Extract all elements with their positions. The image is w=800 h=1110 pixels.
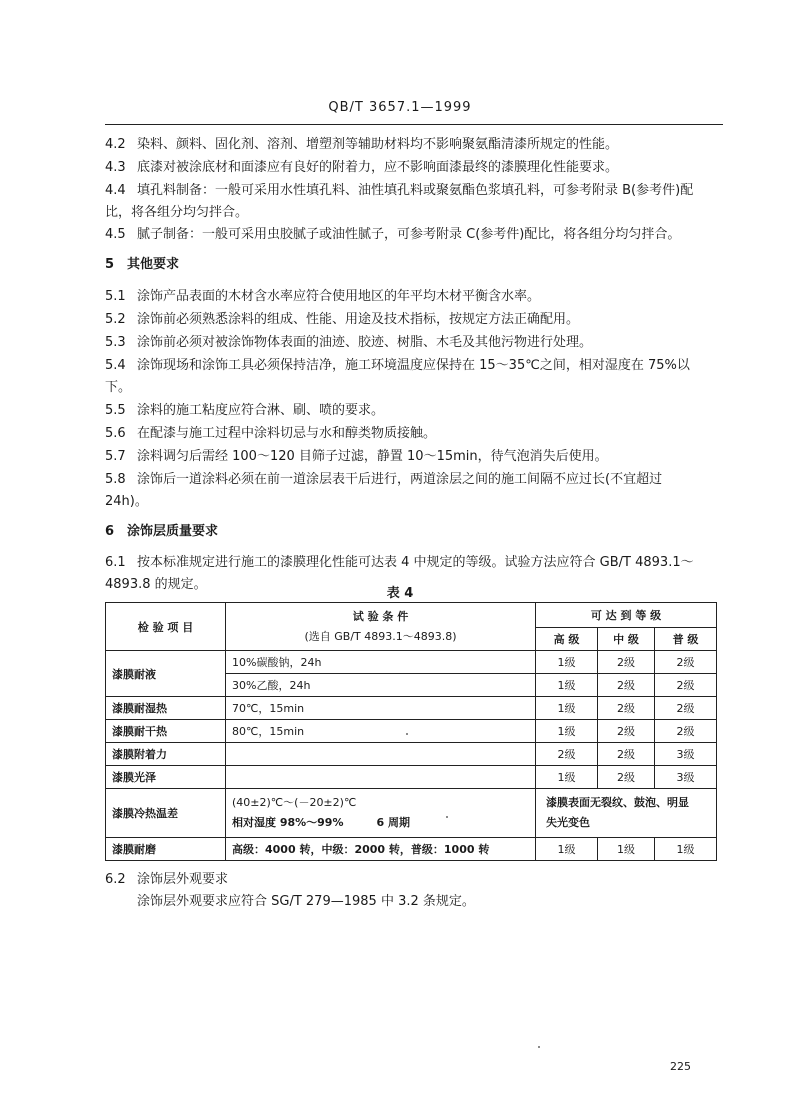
clause-number: 4.2 bbox=[105, 137, 126, 152]
row-item: 漆膜耐湿热 bbox=[106, 697, 226, 720]
clause-text: 比，将各组分均匀拌合。 bbox=[105, 205, 249, 220]
clause-number: 5.8 bbox=[105, 472, 126, 487]
clause-4-4-cont bbox=[105, 204, 248, 222]
section-title: 其他要求 bbox=[127, 257, 180, 272]
grade-normal: 普 级 bbox=[655, 628, 717, 651]
row-grade-merged-line1: 漆膜表面无裂纹、鼓泡、明显 bbox=[546, 796, 689, 809]
clause-text: 涂饰层外观要求 bbox=[137, 872, 229, 887]
clause-text: 在配漆与施工过程中涂料切忌与水和醇类物质接触。 bbox=[137, 426, 437, 441]
row-grade-merged bbox=[536, 789, 717, 838]
header-condition bbox=[226, 603, 536, 651]
row-grade-normal: 3级 bbox=[655, 743, 717, 766]
row-grade-normal: 2级 bbox=[655, 697, 717, 720]
clause-5-4-cont bbox=[105, 379, 131, 397]
table-row bbox=[106, 743, 717, 766]
clause-text: 下。 bbox=[105, 380, 132, 395]
row-condition bbox=[226, 766, 536, 789]
row-grade-normal: 1级 bbox=[655, 838, 717, 861]
row-condition: 70℃，15min bbox=[226, 697, 536, 720]
row-grade-high: 1级 bbox=[536, 651, 598, 674]
clause-5-6 bbox=[105, 425, 436, 443]
scan-speck bbox=[538, 1046, 540, 1048]
row-condition bbox=[226, 789, 536, 838]
clause-text: 染料、颜料、固化剂、溶剂、增塑剂等辅助材料均不影响聚氨酯清漆所规定的性能。 bbox=[137, 137, 619, 152]
clause-5-8-cont bbox=[105, 493, 148, 511]
header-grade: 可 达 到 等 级 bbox=[536, 603, 717, 628]
row-condition-line2: 相对湿度 98%～99% 6 周期 bbox=[232, 816, 410, 829]
row-condition bbox=[226, 743, 536, 766]
clause-4-2 bbox=[105, 136, 618, 154]
row-condition: 10%碳酸钠，24h bbox=[226, 651, 536, 674]
table-row bbox=[106, 789, 717, 838]
clause-text: 涂料调匀后需经 100～120 目筛子过滤，静置 10～15min，待气泡消失后使用。 bbox=[137, 449, 608, 464]
header-rule bbox=[105, 124, 723, 125]
row-grade-normal: 3级 bbox=[655, 766, 717, 789]
page-header: QB/T 3657.1—1999 bbox=[328, 100, 472, 115]
row-grade-mid: 2级 bbox=[598, 674, 655, 697]
table-row bbox=[106, 838, 717, 861]
row-grade-mid: 2级 bbox=[598, 651, 655, 674]
header-condition-sub: (选自 GB/T 4893.1～4893.8) bbox=[304, 629, 457, 643]
clause-text: 涂饰层外观要求应符合 SG/T 279—1985 中 3.2 条规定。 bbox=[137, 894, 475, 909]
clause-text: 24h)。 bbox=[105, 494, 148, 509]
clause-5-3 bbox=[105, 334, 592, 352]
row-grade-high: 1级 bbox=[536, 697, 598, 720]
clause-text: 涂饰现场和涂饰工具必须保持洁净，施工环境温度应保持在 15～35℃之间，相对湿度在 75%以 bbox=[137, 358, 690, 373]
section-number: 6 bbox=[105, 524, 115, 539]
clause-5-2 bbox=[105, 311, 579, 329]
table-caption: 表 4 bbox=[386, 586, 414, 601]
row-grade-high: 1级 bbox=[536, 838, 598, 861]
table-row bbox=[106, 720, 717, 743]
clause-number: 6.1 bbox=[105, 555, 126, 570]
row-condition: 高级：4000 转，中级：2000 转，普级：1000 转 bbox=[226, 838, 536, 861]
table-row bbox=[106, 766, 717, 789]
clause-text: 涂饰前必须对被涂饰物体表面的油迹、胶迹、树脂、木毛及其他污物进行处理。 bbox=[137, 335, 593, 350]
clause-6-2-body bbox=[137, 893, 475, 911]
clause-number: 6.2 bbox=[105, 872, 126, 887]
grade-high: 高 级 bbox=[536, 628, 598, 651]
row-grade-mid: 2级 bbox=[598, 766, 655, 789]
row-grade-mid: 2级 bbox=[598, 743, 655, 766]
row-item: 漆膜耐液 bbox=[106, 651, 226, 697]
row-condition: 30%乙酸，24h bbox=[226, 674, 536, 697]
clause-5-7 bbox=[105, 448, 608, 466]
clause-text: 涂饰后一道涂料必须在前一道涂层表干后进行，两道涂层之间的施工间隔不应过长(不宜超过 bbox=[137, 472, 663, 487]
clause-number: 5.5 bbox=[105, 403, 126, 418]
scan-speck bbox=[406, 733, 408, 735]
row-grade-normal: 2级 bbox=[655, 720, 717, 743]
clause-5-8 bbox=[105, 471, 662, 489]
section-6-heading bbox=[105, 523, 218, 541]
header-item: 检 验 项 目 bbox=[106, 603, 226, 651]
page-number: 225 bbox=[670, 1060, 691, 1073]
clause-number: 5.1 bbox=[105, 289, 126, 304]
clause-6-1 bbox=[105, 554, 694, 572]
clause-text: 涂料的施工粘度应符合淋、刷、喷的要求。 bbox=[137, 403, 385, 418]
clause-number: 5.2 bbox=[105, 312, 126, 327]
clause-text: 4893.8 的规定。 bbox=[105, 577, 207, 592]
row-grade-high: 2级 bbox=[536, 743, 598, 766]
clause-text: 涂饰产品表面的木材含水率应符合使用地区的年平均木材平衡含水率。 bbox=[137, 289, 541, 304]
clause-number: 4.4 bbox=[105, 183, 126, 198]
row-grade-high: 1级 bbox=[536, 720, 598, 743]
row-grade-mid: 2级 bbox=[598, 697, 655, 720]
clause-4-3 bbox=[105, 159, 618, 177]
row-condition: 80℃，15min bbox=[226, 720, 536, 743]
clause-6-2 bbox=[105, 871, 228, 889]
clause-text: 腻子制备：一般可采用虫胶腻子或油性腻子，可参考附录 C(参考件)配比，将各组分均匀拌合。 bbox=[137, 227, 681, 242]
row-grade-merged-line2: 失光变色 bbox=[546, 816, 590, 829]
clause-5-1 bbox=[105, 288, 540, 306]
table-row bbox=[106, 651, 717, 674]
clause-text: 填孔料制备：一般可采用水性填孔料、油性填孔料或聚氨酯色浆填孔料，可参考附录 B(参考件)配 bbox=[137, 183, 694, 198]
row-grade-high: 1级 bbox=[536, 674, 598, 697]
clause-number: 5.7 bbox=[105, 449, 126, 464]
clause-number: 5.3 bbox=[105, 335, 126, 350]
clause-5-5 bbox=[105, 402, 384, 420]
clause-4-4 bbox=[105, 182, 693, 200]
row-condition-line1: (40±2)℃～(－20±2)℃ bbox=[232, 796, 357, 809]
row-item: 漆膜附着力 bbox=[106, 743, 226, 766]
row-grade-mid: 2级 bbox=[598, 720, 655, 743]
section-5-heading bbox=[105, 256, 179, 274]
clause-text: 按本标准规定进行施工的漆膜理化性能可达表 4 中规定的等级。试验方法应符合 GB/T 4893.1～ bbox=[137, 555, 694, 570]
row-grade-mid: 1级 bbox=[598, 838, 655, 861]
clause-number: 5.4 bbox=[105, 358, 126, 373]
clause-number: 5.6 bbox=[105, 426, 126, 441]
grade-mid: 中 级 bbox=[598, 628, 655, 651]
section-title: 涂饰层质量要求 bbox=[127, 524, 219, 539]
clause-5-4 bbox=[105, 357, 690, 375]
clause-text: 涂饰前必须熟悉涂料的组成、性能、用途及技术指标，按规定方法正确配用。 bbox=[137, 312, 580, 327]
row-grade-normal: 2级 bbox=[655, 674, 717, 697]
row-item: 漆膜冷热温差 bbox=[106, 789, 226, 838]
header-condition-title: 试 验 条 件 bbox=[352, 609, 409, 623]
clause-text: 底漆对被涂底材和面漆应有良好的附着力，应不影响面漆最终的漆膜理化性能要求。 bbox=[137, 160, 619, 175]
row-item: 漆膜光泽 bbox=[106, 766, 226, 789]
table-row bbox=[106, 697, 717, 720]
row-grade-normal: 2级 bbox=[655, 651, 717, 674]
section-number: 5 bbox=[105, 257, 115, 272]
scan-speck bbox=[446, 816, 448, 818]
table-4 bbox=[105, 602, 717, 861]
table-header-row bbox=[106, 603, 717, 628]
clause-4-5 bbox=[105, 226, 680, 244]
clause-number: 4.5 bbox=[105, 227, 126, 242]
clause-number: 4.3 bbox=[105, 160, 126, 175]
row-item: 漆膜耐干热 bbox=[106, 720, 226, 743]
row-item: 漆膜耐磨 bbox=[106, 838, 226, 861]
row-grade-high: 1级 bbox=[536, 766, 598, 789]
